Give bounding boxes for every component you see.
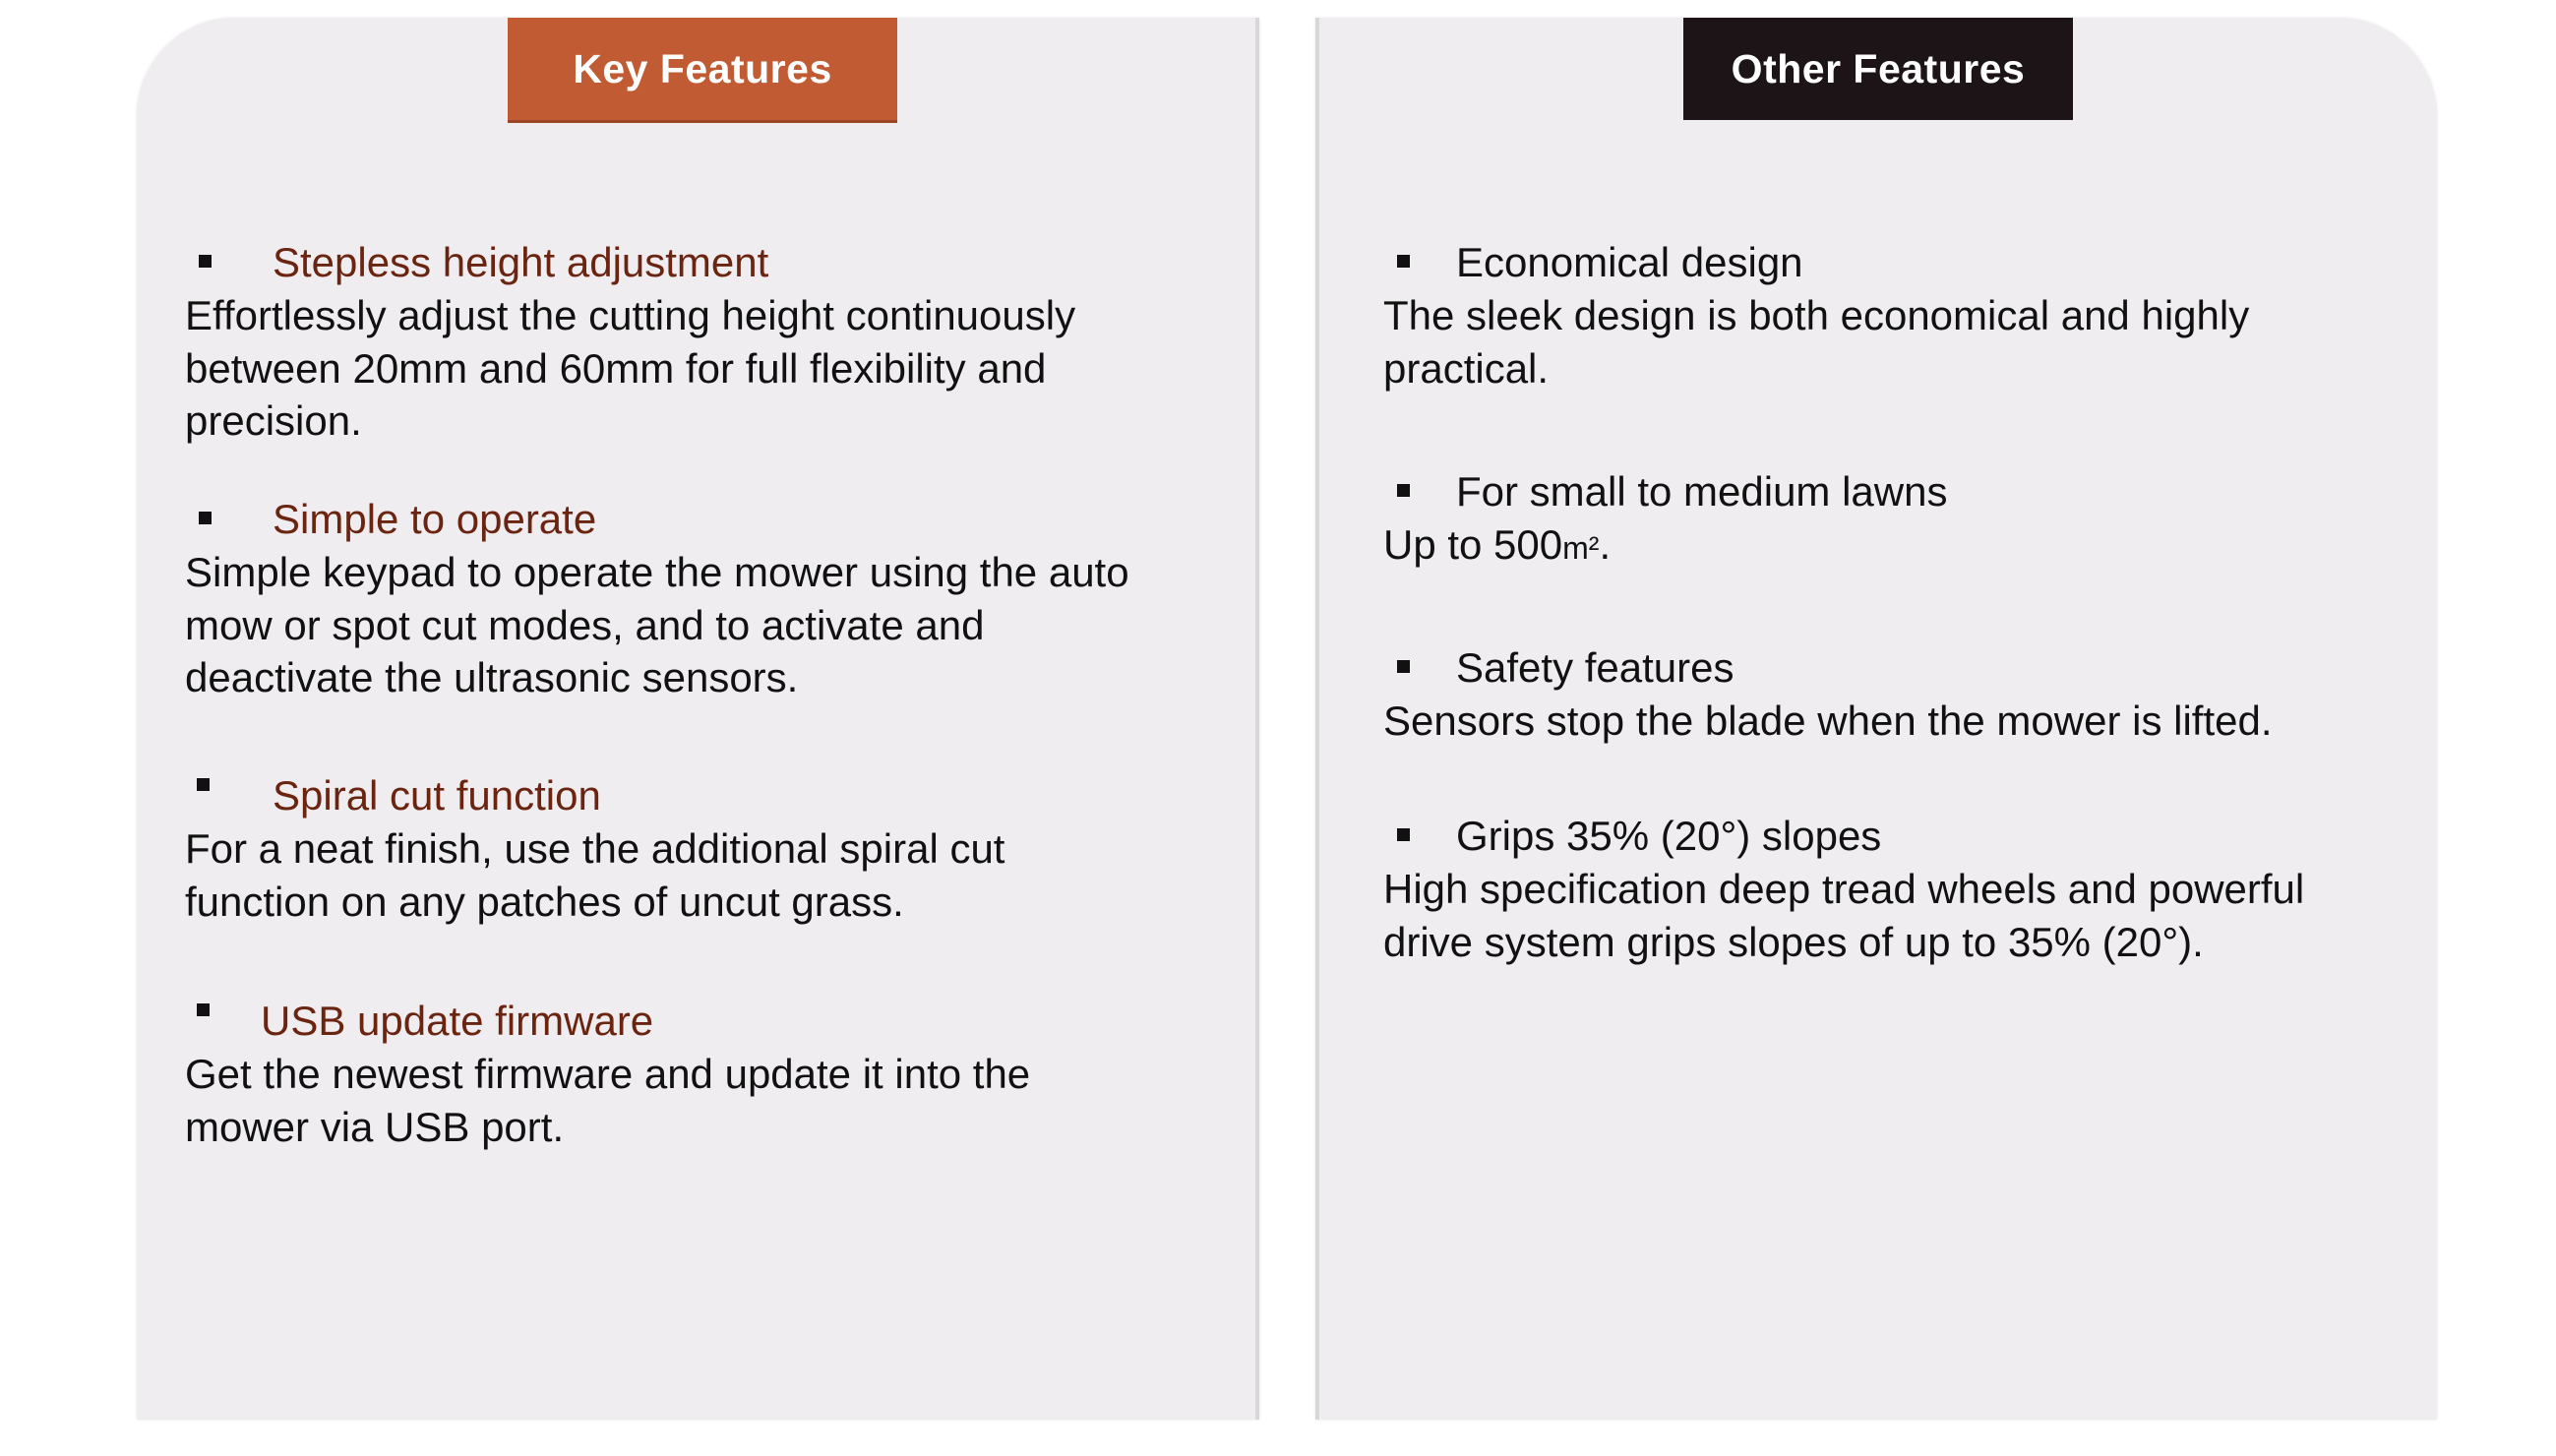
feature-description: The sleek design is both economical and highly practical.	[1383, 292, 2250, 392]
feature-title: For small to medium lawns	[1456, 468, 1948, 515]
feature-item	[185, 995, 1228, 1153]
feature-title-row	[1383, 641, 2426, 695]
feature-item	[185, 769, 1228, 928]
area-unit: m²	[1562, 530, 1600, 566]
feature-title-row	[185, 995, 1228, 1048]
key-features-panel	[137, 18, 1259, 1420]
feature-title-row	[1383, 236, 2426, 289]
feature-description: Sensors stop the blade when the mower is lifted.	[1383, 698, 2273, 744]
feature-title-row	[1383, 810, 2426, 863]
feature-title: Stepless height adjustment	[273, 239, 769, 285]
feature-description: Get the newest firmware and update it into the mower via USB port.	[185, 1051, 1031, 1150]
feature-title: Grips 35% (20°) slopes	[1456, 813, 1882, 859]
feature-title: Economical design	[1456, 239, 1803, 285]
feature-item	[1383, 810, 2426, 968]
square-bullet-icon	[199, 255, 212, 268]
feature-item	[185, 236, 1228, 448]
feature-title-row	[185, 236, 1228, 289]
feature-description: Effortlessly adjust the cutting height continuously between 20mm and 60mm for full flexibility and precision.	[185, 292, 1076, 444]
feature-title: Spiral cut function	[273, 772, 601, 819]
feature-title: Simple to operate	[273, 496, 597, 542]
square-bullet-icon	[199, 512, 212, 524]
feature-description: For a neat finish, use the additional spiral cut function on any patches of uncut grass.	[185, 825, 1005, 925]
other-features-panel	[1315, 18, 2437, 1420]
feature-title: USB update firmware	[261, 998, 654, 1044]
feature-title-row	[1383, 465, 2426, 518]
square-bullet-icon	[197, 778, 210, 791]
square-bullet-icon	[1397, 484, 1410, 497]
other-features-header: Other Features	[1683, 18, 2073, 120]
feature-description: Simple keypad to operate the mower using the auto mow or spot cut modes, and to activate and deactivate the ultrasonic sensors.	[185, 549, 1129, 700]
feature-item	[1383, 641, 2426, 748]
area-prefix: Up to 500	[1383, 521, 1563, 568]
feature-item	[1383, 465, 2426, 576]
feature-item	[185, 493, 1228, 704]
feature-description: High specification deep tread wheels and powerful drive system grips slopes of up to 35% (20°).	[1383, 866, 2305, 965]
feature-item	[1383, 236, 2426, 394]
feature-description	[1383, 518, 2426, 576]
area-suffix: .	[1599, 521, 1612, 568]
square-bullet-icon	[197, 1003, 210, 1016]
square-bullet-icon	[1397, 255, 1410, 268]
square-bullet-icon	[1397, 660, 1410, 673]
feature-title: Safety features	[1456, 644, 1734, 691]
feature-title-row	[185, 769, 1228, 822]
feature-title-row	[185, 493, 1228, 546]
key-features-header: Key Features	[508, 18, 897, 123]
square-bullet-icon	[1397, 828, 1410, 841]
